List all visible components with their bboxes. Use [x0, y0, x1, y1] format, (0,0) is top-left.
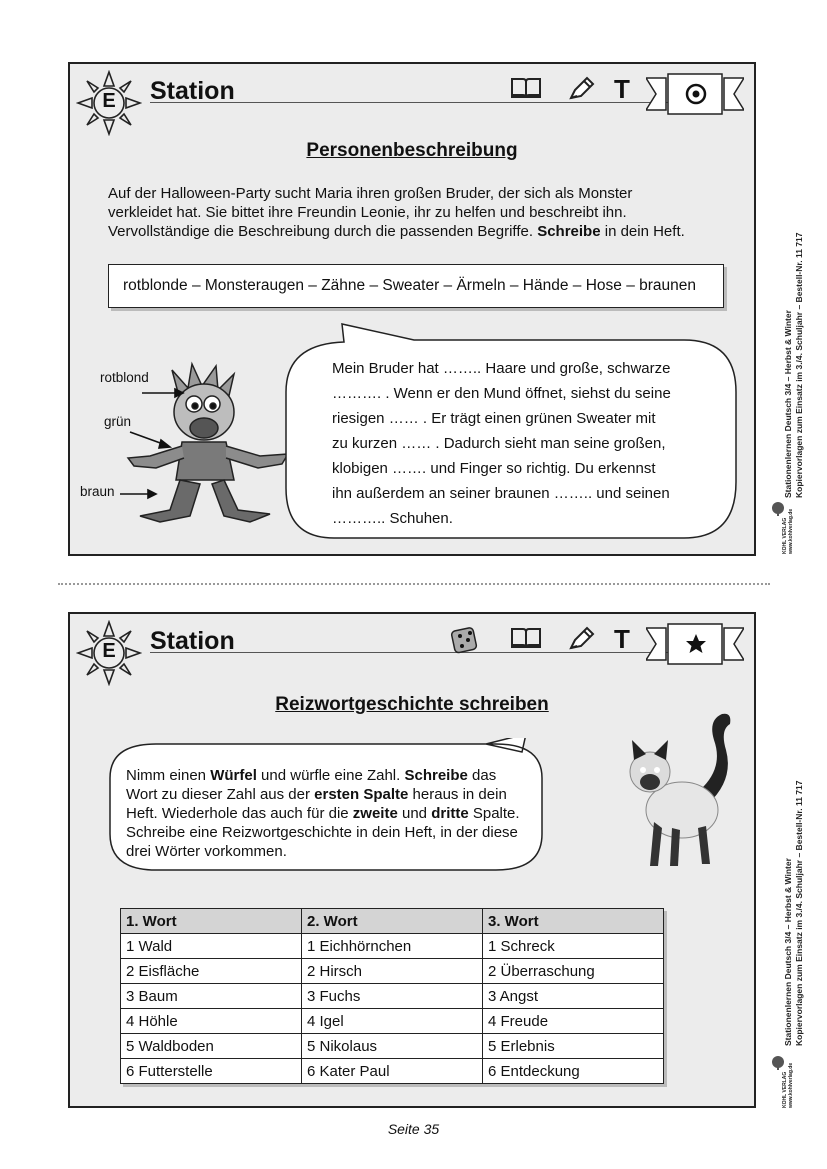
star-icon	[684, 632, 708, 656]
station-title: Station	[150, 627, 235, 655]
station-card-reizwortgeschichte	[68, 612, 756, 1108]
instruction-text	[126, 766, 520, 861]
table-cell: 3 Fuchs	[302, 984, 483, 1009]
table-cell: 5 Nikolaus	[302, 1034, 483, 1059]
station-title: Station	[150, 77, 235, 105]
table-cell: 3 Baum	[121, 984, 302, 1009]
side-credit: Stationenlernen Deutsch 3/4 – Herbst & Winter Kopiervorlagen zum Einsatz im 3./4. Schuljahr – Bestell-Nr. 11 717	[783, 780, 804, 1046]
instruction-line: drei Wörter vorkommen.	[126, 843, 287, 860]
table-cell: 5 Erlebnis	[483, 1034, 664, 1059]
table-cell: 1 Eichhörnchen	[302, 934, 483, 959]
bubble-line: Mein Bruder hat …….. Haare und große, schwarze	[332, 360, 671, 377]
page-number: Seite 35	[387, 1121, 440, 1137]
text-icon: T	[614, 624, 630, 654]
text-icon: T	[614, 74, 630, 104]
bubble-line: riesigen …… . Er trägt einen grünen Sweater mit	[332, 410, 656, 427]
instruction-text	[108, 184, 685, 241]
column-header: 3. Wort	[483, 909, 664, 934]
table-cell: 1 Schreck	[483, 934, 664, 959]
side-credit: Stationenlernen Deutsch 3/4 – Herbst & Winter Kopiervorlagen zum Einsatz im 3./4. Schuljahr – Bestell-Nr. 11 717	[783, 232, 804, 498]
pencil-icon	[567, 76, 595, 102]
table-row	[121, 1009, 664, 1034]
word-list-box: rotblonde – Monsteraugen – Zähne – Sweater – Ärmeln – Hände – Hose – braunen	[108, 264, 724, 308]
table-cell: 6 Entdeckung	[483, 1059, 664, 1084]
section-title: Personenbeschreibung	[306, 140, 518, 161]
publisher-logo: KOHL VERLAG www.kohlverlag.de	[770, 502, 796, 554]
bubble-line: ……….. Schuhen.	[332, 510, 453, 527]
target-icon	[684, 82, 708, 106]
table-row	[121, 984, 664, 1009]
instruction-line: Schreibe eine Reizwortgeschichte in dein Heft, in der diese	[126, 824, 518, 841]
bubble-line: zu kurzen …… . Dadurch sieht man seine großen,	[332, 435, 666, 452]
column-header: 2. Wort	[302, 909, 483, 934]
book-icon	[510, 626, 542, 650]
publisher-logo: KOHL VERLAG www.kohlverlag.de	[770, 1056, 796, 1108]
book-icon	[510, 76, 542, 100]
station-card-personenbeschreibung	[68, 62, 756, 556]
dice-icon	[450, 624, 480, 654]
table-row	[121, 1059, 664, 1084]
table-cell: 1 Wald	[121, 934, 302, 959]
cut-line	[58, 583, 770, 585]
table-cell: 6 Futterstelle	[121, 1059, 302, 1084]
table-cell: 4 Igel	[302, 1009, 483, 1034]
table-cell: 2 Hirsch	[302, 959, 483, 984]
table-cell: 4 Höhle	[121, 1009, 302, 1034]
column-header: 1. Wort	[121, 909, 302, 934]
instruction-line: Heft. Wiederhole das auch für die zweite und dritte Spalte.	[126, 805, 520, 822]
section-title: Reizwortgeschichte schreiben	[275, 694, 549, 715]
instruction-line: verkleidet hat. Sie bittet ihre Freundin Leonie, ihr zu helfen und beschreibt ihn.	[108, 204, 627, 221]
bubble-line: klobigen ……. und Finger so richtig. Du erkennst	[332, 460, 656, 477]
level-letter: E	[102, 640, 116, 662]
table-cell: 2 Eisfläche	[121, 959, 302, 984]
speech-bubble-text	[332, 356, 671, 531]
table-row	[121, 934, 664, 959]
word-table	[120, 908, 664, 1084]
cat-illustration	[620, 710, 740, 870]
table-row	[121, 959, 664, 984]
pencil-icon	[567, 626, 595, 652]
table-cell: 5 Waldboden	[121, 1034, 302, 1059]
level-letter: E	[102, 90, 116, 112]
instruction-line: Vervollständige die Beschreibung durch die passenden Begriffe. Schreibe in dein Heft.	[108, 223, 685, 240]
label-arrows	[70, 364, 220, 504]
bubble-line: ihn außerdem an seiner braunen …….. und seinen	[332, 485, 670, 502]
table-header-row	[121, 909, 664, 934]
table-row	[121, 1034, 664, 1059]
table-cell: 3 Angst	[483, 984, 664, 1009]
instruction-line: Nimm einen Würfel und würfle eine Zahl. Schreibe das	[126, 767, 497, 784]
label-braun: braun	[80, 484, 115, 499]
label-rotblond: rotblond	[100, 370, 149, 385]
bubble-line: ………. . Wenn er den Mund öffnet, siehst du seine	[332, 385, 671, 402]
table-cell: 6 Kater Paul	[302, 1059, 483, 1084]
instruction-line: Wort zu dieser Zahl aus der ersten Spalte heraus in dein	[126, 786, 507, 803]
label-gruen: grün	[104, 414, 132, 429]
instruction-line: Auf der Halloween-Party sucht Maria ihren großen Bruder, der sich als Monster	[108, 185, 633, 202]
table-cell: 2 Überraschung	[483, 959, 664, 984]
table-cell: 4 Freude	[483, 1009, 664, 1034]
